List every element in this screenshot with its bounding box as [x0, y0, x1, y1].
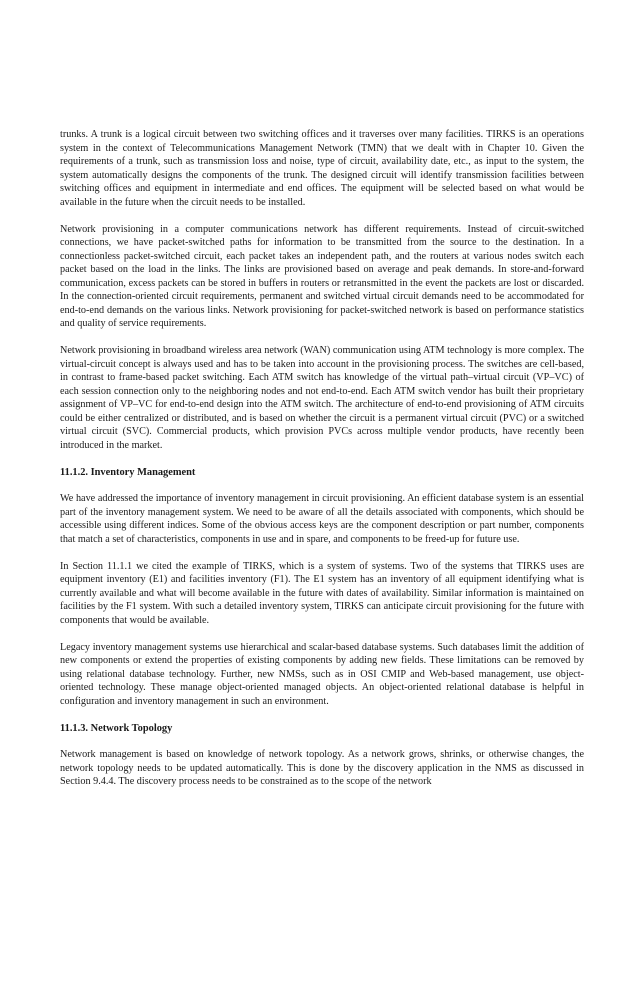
section-heading-inventory-management: 11.1.2. Inventory Management — [60, 466, 196, 478]
paragraph-trunks: trunks. A trunk is a logical circuit between two switching offices and it traverses over many facilities. TIRKS is an operations system in the context of Telecommunications Management Network (TMN) that we dealt with in Chapter 10. Given the requirements of a trunk, such as transmission loss and noise, type of circuit, availability date, etc., as input to the system, the system automatically designs the components of the trunk. The designed circuit will identify transmission facilities between switching offices and equipment in intermediate and end offices. The equipment will be selected based on what would be available in the future when the circuit needs to be installed. — [60, 129, 584, 208]
paragraph-inventory-importance: We have addressed the importance of inventory management in circuit provisioning. An efficient database system is an essential part of the inventory management system. We need to be aware of all the details associated with components, which should be accessible using different indices. Some of the obvious access keys are the component description or part number, components that match a set of characteristics, components in use and in spare, and components to be freed-up for future use. — [60, 493, 584, 545]
paragraph-network-topology: Network management is based on knowledge of network topology. As a network grows, shrinks, or otherwise changes, the network topology needs to be updated automatically. This is done by the discovery application in the NMS as discussed in Section 9.4.4. The discovery process needs to be constrained as to the scope of the network — [60, 749, 584, 787]
paragraph-tirks-inventory: In Section 11.1.1 we cited the example of TIRKS, which is a system of systems. Two of the systems that TIRKS uses are equipment inventory (E1) and facilities inventory (F1). The E1 system has an inventory of all equipment identifying what is currently available and what will become available in the future with dates of availability. Similar information is maintained on facilities by the F1 system. With such a detailed inventory system, TIRKS can anticipate circuit provisioning for the future with components that would be available. — [60, 560, 584, 626]
document-page — [60, 128, 584, 802]
paragraph-atm-provisioning: Network provisioning in broadband wireless area network (WAN) communication using ATM technology is more complex. The virtual-circuit concept is always used and has to be taken into account in the provisioning process. The switches are cell-based, in contrast to frame-based packet switching. Each ATM switch has knowledge of the virtual path–virtual circuit (VP–VC) of each session connection only to the neighboring nodes and not end-to-end. Each ATM switch vendor has built their proprietary assignment of VP–VC for end-to-end design into the ATM switch. The architecture of end-to-end provisioning of ATM circuits could be either centralized or distributed, and is based on whether the circuit is a permanent virtual circuit (PVC) or a switched virtual circuit (SVC). Commercial products, which provision PVCs across multiple vendor products, have recently been introduced in the market. — [60, 345, 584, 451]
paragraph-legacy-inventory: Legacy inventory management systems use hierarchical and scalar-based database systems. Such databases limit the addition of new components or extend the properties of existing components by adding new fields. These limitations can be removed by using relational database technology. Further, new NMSs, such as in OSI CMIP and Web-based management, use object-oriented technology. These manage object-oriented managed objects. An object-oriented relational database is helpful in configuration and inventory management in such an environment. — [60, 641, 584, 707]
paragraph-network-provisioning: Network provisioning in a computer communications network has different requirements. Instead of circuit-switched connections, we have packet-switched paths for information to be transmitted from the source to the destination. In a connectionless packet-switched circuit, each packet takes an independent path, and the routers at various nodes switch each packet based on the load in the links. The links are provisioned based on average and peak demands. In store-and-forward communication, excess packets can be stored in buffers in routers or retransmitted in the event the packets are lost or discarded. In the connection-oriented circuit requirements, permanent and switched virtual circuit demands need to be accommodated for end-to-end demands on the various links. Network provisioning for packet-switched network is based on performance statistics and quality of service requirements. — [60, 223, 584, 329]
section-heading-network-topology: 11.1.3. Network Topology — [60, 722, 173, 734]
